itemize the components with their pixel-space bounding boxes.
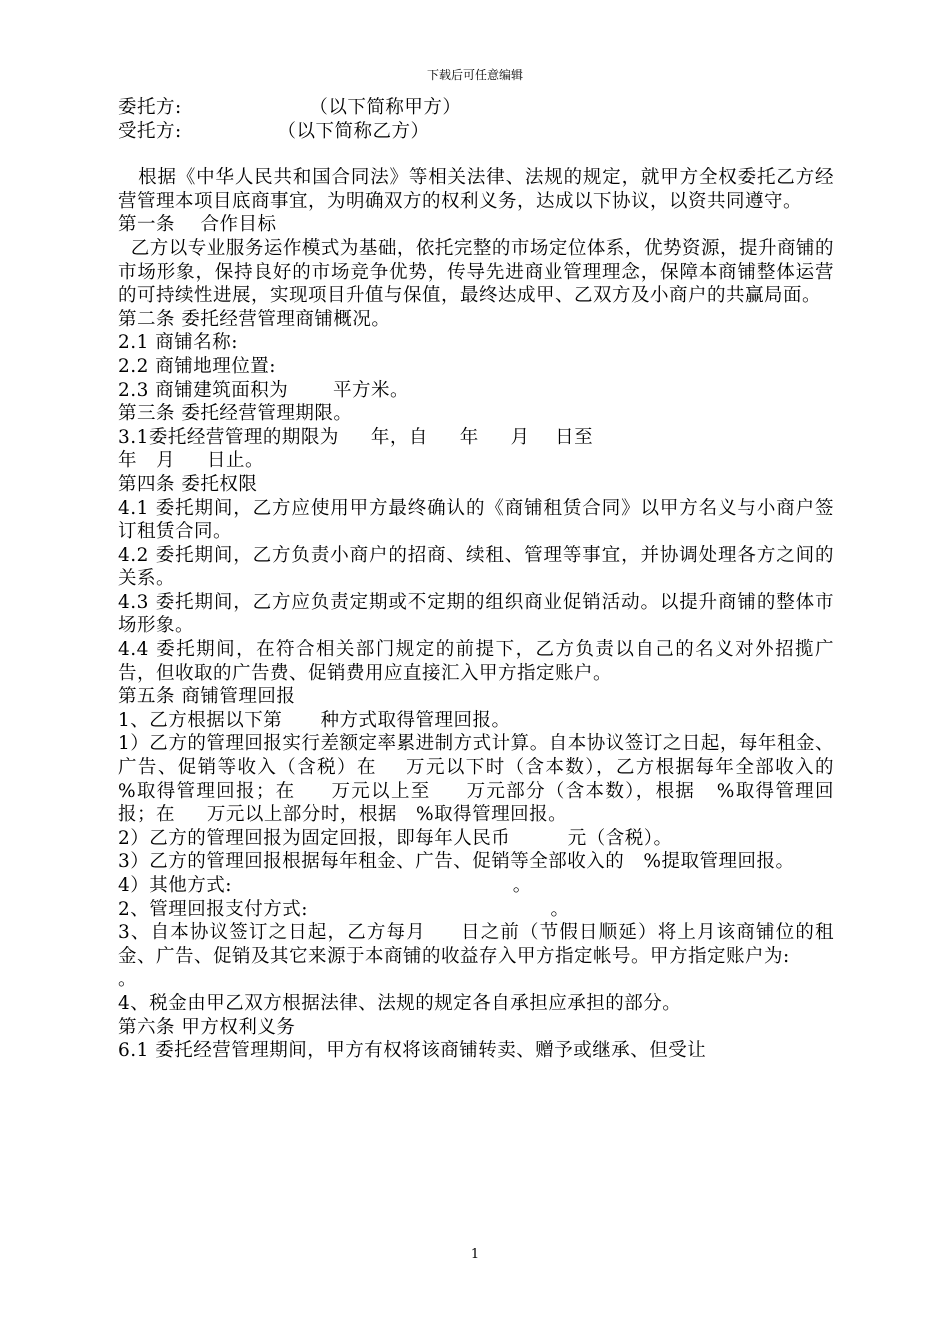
clause-5-3-end: 。	[118, 969, 138, 991]
clause-2-1: 2.1 商铺名称:	[118, 332, 239, 354]
article-1-heading: 第一条 合作目标	[118, 214, 277, 236]
clause-4-3: 4.3 委托期间，乙方应负责定期或不定期的组织商业促销活动。以提升商铺的整体市场形象。	[118, 591, 834, 637]
clause-2-3: 2.3 商铺建筑面积为 平方米。	[118, 379, 409, 401]
party-a-line: 委托方: （以下简称甲方）	[118, 97, 462, 118]
clause-5-1-option-3: 3）乙方的管理回报根据每年租金、广告、促销等全部收入的 %提取管理回报。	[118, 851, 795, 873]
contract-body	[118, 96, 860, 1063]
preamble-paragraph: 根据《中华人民共和国合同法》等相关法律、法规的规定，就甲方全权委托乙方经营管理本项目底商事宜，为明确双方的权利义务，达成以下协议，以资共同遵守。	[118, 167, 834, 212]
article-3-heading: 第三条 委托经营管理期限。	[118, 403, 353, 425]
clause-4-4: 4.4 委托期间，在符合相关部门规定的前提下，乙方负责以自己的名义对外招揽广告，但收取的广告费、促销费用应直接汇入甲方指定账户。	[118, 639, 834, 684]
clause-5-4: 4、税金由甲乙双方根据法律、法规的规定各自承担应承担的部分。	[118, 992, 682, 1014]
clause-4-2: 4.2 委托期间，乙方负责小商户的招商、续租、管理等事宜，并协调处理各方之间的关系。	[118, 544, 834, 590]
clause-4-1: 4.1 委托期间，乙方应使用甲方最终确认的《商铺租赁合同》以甲方名义与小商户签订租赁合同。	[118, 497, 834, 543]
clause-5-1-option-1: 1）乙方的管理回报实行差额定率累进制方式计算。自本协议签订之日起，每年租金、广告、促销等收入（含税）在 万元以下时（含本数），乙方根据每年全部收入的 %取得管理回报；在 万元以上至 万元部分（含本数），根据 %取得管理回报；在 万元以上部分时，根据 %取得管理回报。	[118, 733, 860, 826]
clause-6-1: 6.1 委托经营管理期间，甲方有权将该商铺转卖、赠予或继承、但受让	[118, 1040, 707, 1062]
clause-5-2: 2、管理回报支付方式: 。	[118, 898, 570, 920]
article-6-heading: 第六条 甲方权利义务	[118, 1016, 296, 1038]
article-5-heading: 第五条 商铺管理回报	[118, 686, 296, 708]
article-4-heading: 第四条 委托权限	[118, 473, 258, 495]
clause-5-1-option-4: 4）其他方式: 。	[118, 875, 532, 896]
clause-5-1: 1、乙方根据以下第 种方式取得管理回报。	[118, 709, 511, 731]
clause-5-1-option-2: 2）乙方的管理回报为固定回报，即每年人民币 元（含税）。	[118, 827, 673, 849]
party-b-line: 受托方: （以下简称乙方）	[118, 120, 430, 142]
clause-2-2: 2.2 商铺地理位置:	[118, 355, 277, 377]
clause-3-1: 3.1委托经营管理的期限为 年，自 年 月 日至	[118, 426, 594, 448]
clause-5-3: 3、自本协议签订之日起，乙方每月 日之前（节假日顺延）将上月该商铺位的租金、广告、促销及其它来源于本商铺的收益存入甲方指定帐号。甲方指定账户为:	[118, 922, 834, 967]
clause-3-1-cont: 年 月 日止。	[118, 450, 265, 472]
page-number: 1	[470, 1247, 480, 1262]
article-2-heading: 第二条 委托经营管理商铺概况。	[118, 308, 391, 330]
page-header-note: 下载后可任意编辑	[426, 68, 523, 82]
article-1-paragraph: 乙方以专业服务运作模式为基础，依托完整的市场定位体系，优势资源，提升商铺的市场形象，保持良好的市场竞争优势，传导先进商业管理理念，保障本商铺整体运营的可持续性进展，实现项目升值与保值，最终达成甲、乙双方及小商户的共赢局面。	[118, 237, 834, 307]
